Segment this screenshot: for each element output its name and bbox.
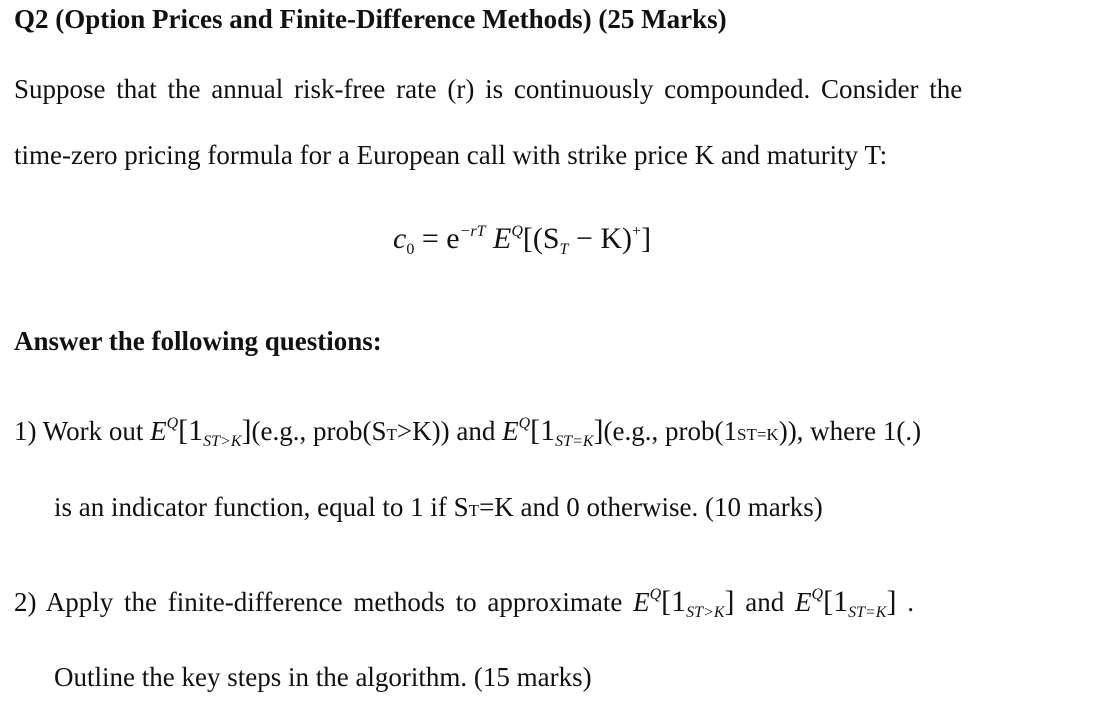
intro-line-2: time-zero pricing formula for a European call with strike price K and maturity T: (14, 140, 888, 170)
intro-line-1: Suppose that the annual risk-free rate (r) is continuously compounded. Consider the (14, 74, 963, 104)
question-2-line-1: 2) Apply the finite-difference methods to approximate $E^Q[1_{ST>K}]$ and $E^Q[1_{ST=K}]$ . (14, 585, 914, 621)
question-1-line-1: 1) Work out $E^Q[1_{ST>K}](e.g$., prob(ST>K)) and $E^Q[1_{ST=K}](e.g$., prob(1ST=K)), where 1(.) (14, 414, 922, 450)
question-2-line-2: Outline the key steps in the algorithm. (15 marks) (54, 662, 592, 692)
question-1-line-2: is an indicator function, equal to 1 if ST=K and 0 otherwise. (10 marks) (54, 492, 823, 522)
answer-heading: Answer the following questions: (14, 326, 382, 356)
question-title: Q2 (Option Prices and Finite-Difference Methods) (25 Marks) (14, 4, 727, 34)
call-pricing-formula: $c_0 = e^{-rT}$ $E^Q[(S_T - K)^+]$ (393, 222, 652, 258)
